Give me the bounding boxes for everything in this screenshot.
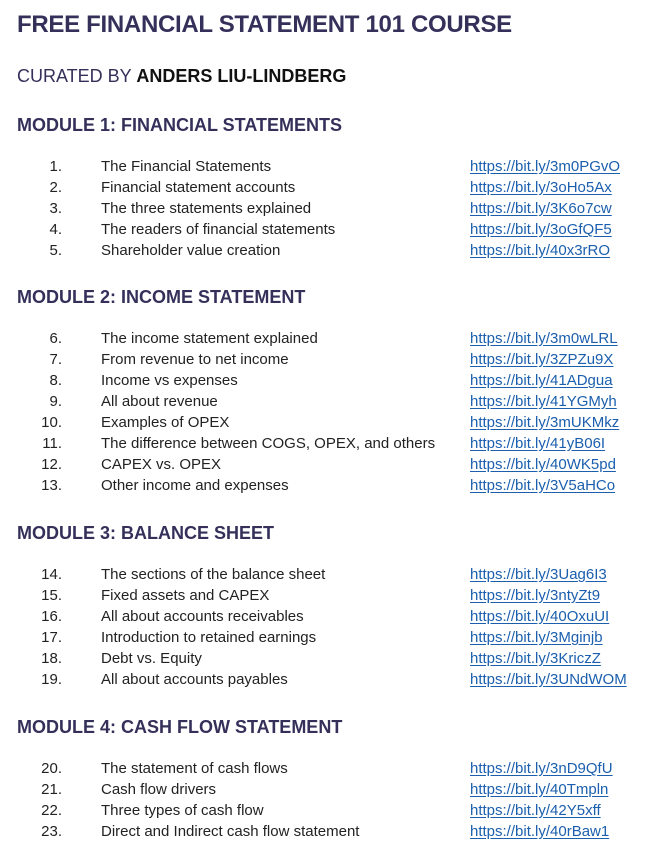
lesson-number: 1. <box>49 158 62 175</box>
lesson-title: Other income and expenses <box>101 477 289 494</box>
lesson-number: 3. <box>49 200 62 217</box>
lesson-link[interactable]: https://bit.ly/3ZPZu9X <box>470 351 614 368</box>
lesson-item <box>0 758 657 779</box>
lesson-number: 20. <box>41 760 62 777</box>
lesson-title: Shareholder value creation <box>101 242 281 259</box>
lesson-title: Income vs expenses <box>101 372 238 389</box>
curated-by-line <box>17 64 346 88</box>
lesson-title: Cash flow drivers <box>101 781 217 798</box>
lesson-item <box>0 648 657 669</box>
lesson-item <box>0 198 657 219</box>
lesson-item <box>0 370 657 391</box>
module-title: MODULE 2: INCOME STATEMENT <box>17 287 306 307</box>
lesson-link[interactable]: https://bit.ly/40Tmpln <box>470 781 609 798</box>
lesson-title: Financial statement accounts <box>101 179 296 196</box>
lesson-title: The three statements explained <box>101 200 312 217</box>
lesson-title: The readers of financial statements <box>101 221 336 238</box>
lesson-title: The income statement explained <box>101 330 318 347</box>
lesson-number: 9. <box>49 393 62 410</box>
lesson-link[interactable]: https://bit.ly/40OxuUI <box>470 608 610 625</box>
lesson-item <box>0 156 657 177</box>
lesson-item <box>0 391 657 412</box>
lesson-list <box>0 758 657 842</box>
module-title: MODULE 1: FINANCIAL STATEMENTS <box>17 115 342 135</box>
lesson-item <box>0 606 657 627</box>
lesson-item <box>0 779 657 800</box>
lesson-item <box>0 328 657 349</box>
lesson-list <box>0 564 657 690</box>
lesson-item <box>0 219 657 240</box>
lesson-title: The statement of cash flows <box>101 760 288 777</box>
lesson-item <box>0 240 657 261</box>
lesson-item <box>0 585 657 606</box>
lesson-title: Debt vs. Equity <box>101 650 202 667</box>
lesson-number: 8. <box>49 372 62 389</box>
lesson-list <box>0 328 657 496</box>
lesson-title: All about revenue <box>101 393 218 410</box>
lesson-link[interactable]: https://bit.ly/3m0wLRL <box>470 330 618 347</box>
author-name: ANDERS LIU-LINDBERG <box>136 66 347 86</box>
lesson-title: The Financial Statements <box>101 158 272 175</box>
lesson-number: 4. <box>49 221 62 238</box>
lesson-link[interactable]: https://bit.ly/3oGfQF5 <box>470 221 612 238</box>
lesson-title: The sections of the balance sheet <box>101 566 326 583</box>
lesson-item <box>0 349 657 370</box>
lesson-title: From revenue to net income <box>101 351 289 368</box>
lesson-number: 15. <box>41 587 62 604</box>
lesson-item <box>0 821 657 842</box>
lesson-link[interactable]: https://bit.ly/40WK5pd <box>470 456 616 473</box>
lesson-item <box>0 564 657 585</box>
lesson-number: 21. <box>41 781 62 798</box>
lesson-link[interactable]: https://bit.ly/41ADgua <box>470 372 613 389</box>
lesson-link[interactable]: https://bit.ly/3K6o7cw <box>470 200 612 217</box>
curated-by-label: CURATED BY <box>17 66 137 86</box>
lesson-link[interactable]: https://bit.ly/3nD9QfU <box>470 760 613 777</box>
module-title: MODULE 3: BALANCE SHEET <box>17 523 275 543</box>
lesson-link[interactable]: https://bit.ly/3m0PGvO <box>470 158 621 175</box>
lesson-link[interactable]: https://bit.ly/3Uag6I3 <box>470 566 607 583</box>
lesson-number: 5. <box>49 242 62 259</box>
lesson-link[interactable]: https://bit.ly/42Y5xff <box>470 802 601 819</box>
lesson-link[interactable]: https://bit.ly/40x3rRO <box>470 242 611 259</box>
lesson-list <box>0 156 657 261</box>
lesson-number: 6. <box>49 330 62 347</box>
lesson-title: The difference between COGS, OPEX, and others <box>101 435 436 452</box>
lesson-item <box>0 412 657 433</box>
lesson-item <box>0 475 657 496</box>
lesson-item <box>0 177 657 198</box>
lesson-item <box>0 800 657 821</box>
lesson-link[interactable]: https://bit.ly/3UNdWOM <box>470 671 627 688</box>
lesson-link[interactable]: https://bit.ly/3Mginjb <box>470 629 603 646</box>
lesson-link[interactable]: https://bit.ly/3ntyZt9 <box>470 587 601 604</box>
lesson-number: 14. <box>41 566 62 583</box>
lesson-number: 7. <box>49 351 62 368</box>
lesson-link[interactable]: https://bit.ly/41yB06I <box>470 435 606 452</box>
lesson-title: Fixed assets and CAPEX <box>101 587 270 604</box>
lesson-link[interactable]: https://bit.ly/3mUKMkz <box>470 414 620 431</box>
lesson-item <box>0 627 657 648</box>
lesson-title: Examples of OPEX <box>101 414 230 431</box>
lesson-number: 10. <box>41 414 62 431</box>
document-title: FREE FINANCIAL STATEMENT 101 COURSE <box>17 11 512 38</box>
lesson-item <box>0 454 657 475</box>
lesson-title: Direct and Indirect cash flow statement <box>101 823 360 840</box>
lesson-number: 23. <box>41 823 62 840</box>
lesson-item <box>0 433 657 454</box>
lesson-number: 13. <box>41 477 62 494</box>
lesson-title: Introduction to retained earnings <box>101 629 317 646</box>
lesson-title: All about accounts payables <box>101 671 288 688</box>
lesson-number: 11. <box>42 435 62 452</box>
lesson-title: CAPEX vs. OPEX <box>101 456 222 473</box>
lesson-link[interactable]: https://bit.ly/41YGMyh <box>470 393 617 410</box>
module-title: MODULE 4: CASH FLOW STATEMENT <box>17 717 343 737</box>
lesson-number: 18. <box>41 650 62 667</box>
lesson-link[interactable]: https://bit.ly/3oHo5Ax <box>470 179 612 196</box>
lesson-number: 16. <box>41 608 62 625</box>
lesson-number: 17. <box>41 629 62 646</box>
lesson-link[interactable]: https://bit.ly/40rBaw1 <box>470 823 610 840</box>
lesson-title: All about accounts receivables <box>101 608 304 625</box>
lesson-number: 2. <box>49 179 62 196</box>
lesson-number: 12. <box>41 456 62 473</box>
lesson-title: Three types of cash flow <box>101 802 264 819</box>
lesson-item <box>0 669 657 690</box>
lesson-link[interactable]: https://bit.ly/3KriczZ <box>470 650 601 667</box>
lesson-link[interactable]: https://bit.ly/3V5aHCo <box>470 477 616 494</box>
lesson-number: 19. <box>41 671 62 688</box>
lesson-number: 22. <box>41 802 62 819</box>
